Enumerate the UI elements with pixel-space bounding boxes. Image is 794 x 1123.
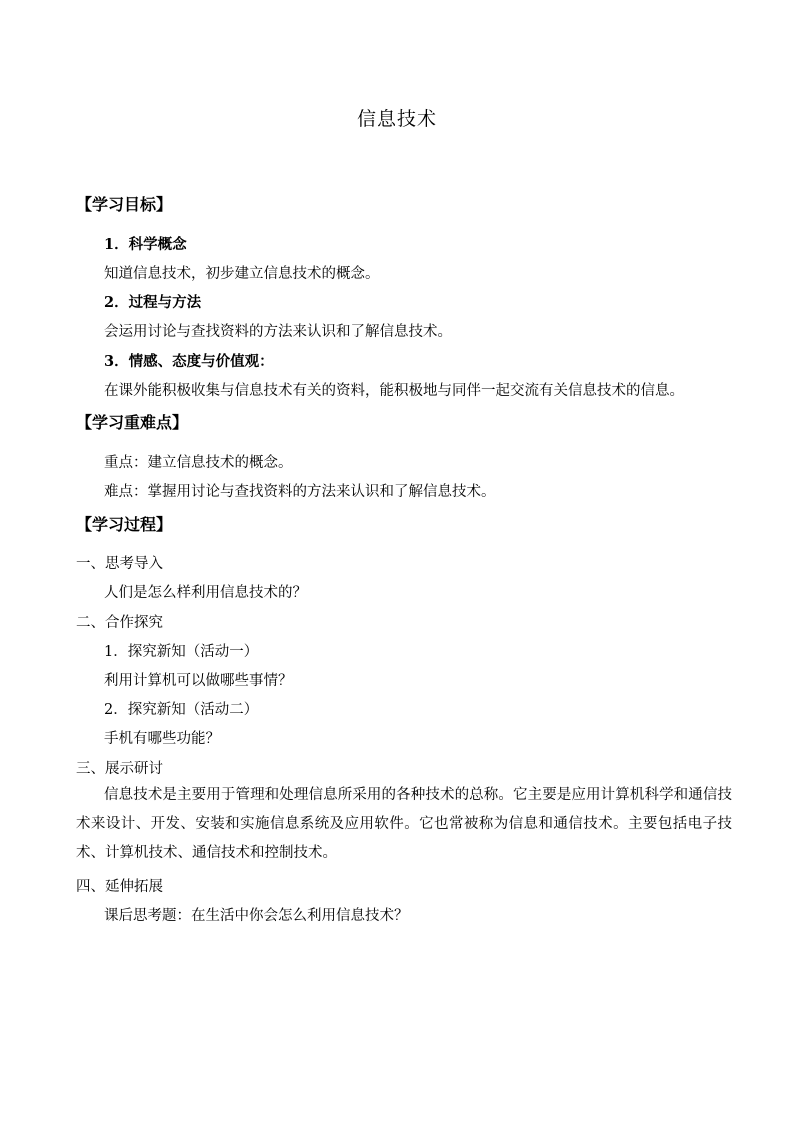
objective-3-text: 在课外能积极收集与信息技术有关的资料，能积极地与同伴一起交流有关信息技术的信息。 <box>104 383 684 399</box>
activity2-text: 手机有哪些功能？ <box>104 731 220 747</box>
objective-1-text: 知道信息技术，初步建立信息技术的概念。 <box>104 266 380 282</box>
objective-2-label: 2．过程与方法 <box>104 294 202 311</box>
part1-heading: 一、思考导入 <box>76 556 163 572</box>
key-points-heading: 【学习重难点】 <box>76 413 189 432</box>
activity2-label: 2．探究新知（活动二） <box>104 702 259 718</box>
part3-heading: 三、展示研讨 <box>76 761 163 777</box>
objective-2-text: 会运用讨论与查找资料的方法来认识和了解信息技术。 <box>104 324 452 340</box>
activity1-label: 1．探究新知（活动一） <box>104 644 259 660</box>
difficulty-point: 难点：掌握用讨论与查找资料的方法来认识和了解信息技术。 <box>104 484 496 500</box>
objectives-heading: 【学习目标】 <box>76 195 173 214</box>
part4-heading: 四、延伸拓展 <box>76 879 163 895</box>
objective-3-label: 3．情感、态度与价值观： <box>104 353 274 370</box>
part1-text: 人们是怎么样利用信息技术的？ <box>104 585 307 601</box>
part3-paragraph: 信息技术是主要用于管理和处理信息所采用的各种技术的总称。它主要是应用计算机科学和通信技术来设计、开发、安装和实施信息系统及应用软件。它也常被称为信息和通信技术。主要包括电子技术、计算机技术、通信技术和控制技术。 <box>76 787 732 861</box>
activity1-text: 利用计算机可以做哪些事情？ <box>104 673 293 689</box>
page-title: 信息技术 <box>356 108 437 130</box>
part4-text: 课后思考题：在生活中你会怎么利用信息技术？ <box>104 908 409 924</box>
focus-point: 重点：建立信息技术的概念。 <box>104 455 293 471</box>
part2-heading: 二、合作探究 <box>76 615 163 631</box>
process-heading: 【学习过程】 <box>76 515 173 534</box>
objective-1-label: 1．科学概念 <box>104 236 187 253</box>
